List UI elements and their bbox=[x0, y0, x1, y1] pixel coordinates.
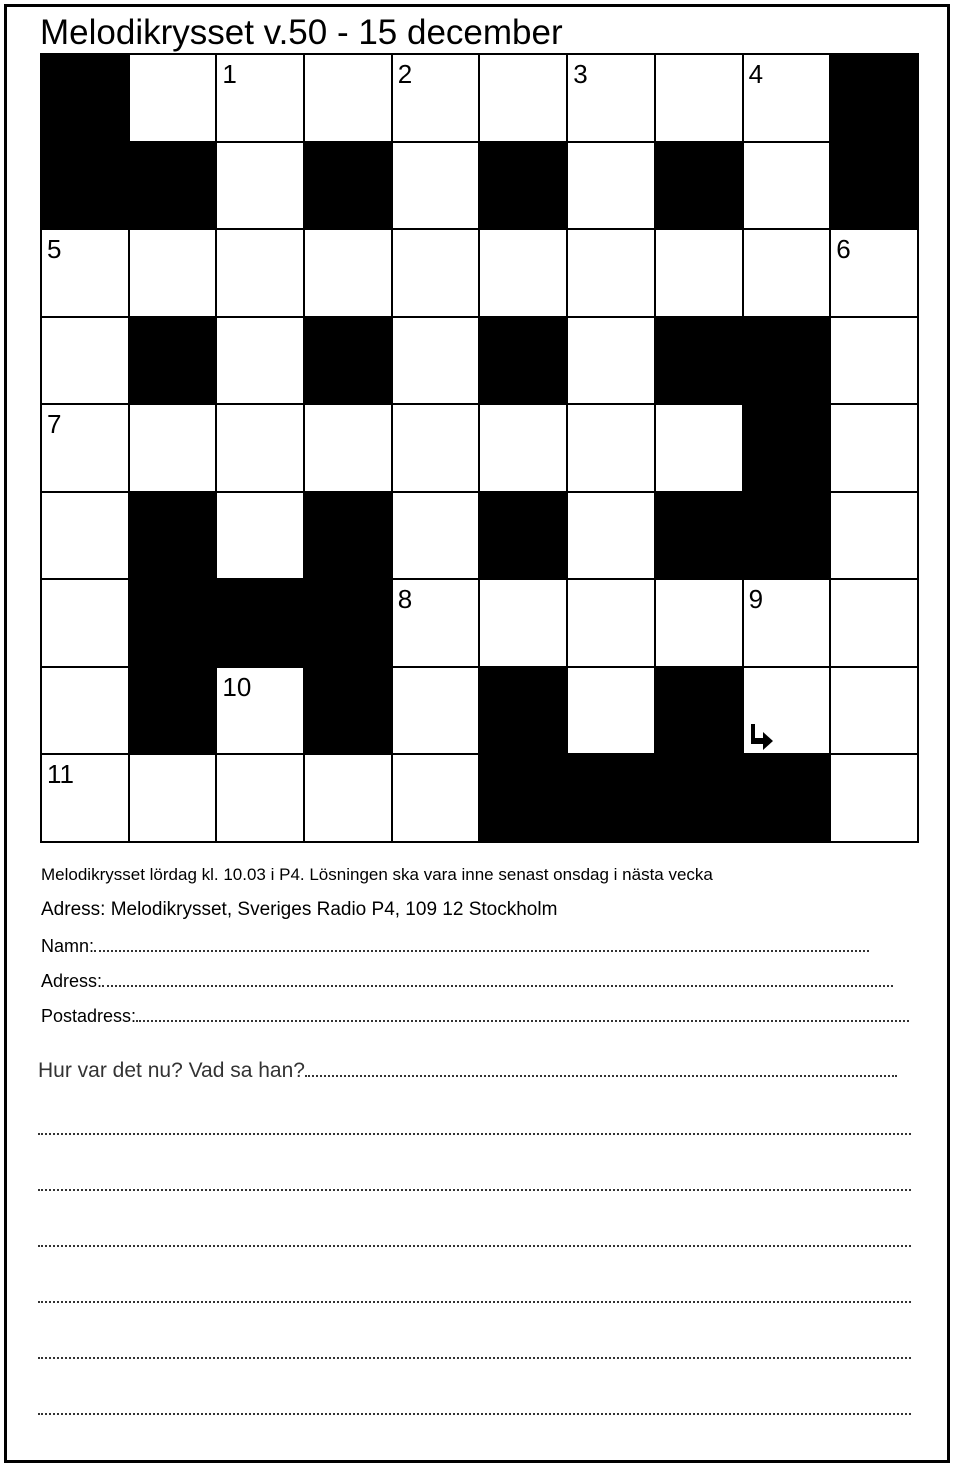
grid-cell[interactable] bbox=[656, 580, 744, 668]
black-cell bbox=[656, 143, 744, 231]
answer-line[interactable] bbox=[38, 1189, 911, 1191]
grid-cell[interactable] bbox=[831, 668, 919, 756]
grid-cell[interactable] bbox=[42, 318, 130, 406]
grid-cell[interactable] bbox=[393, 493, 481, 581]
grid-cell[interactable] bbox=[744, 55, 832, 143]
grid-cell[interactable] bbox=[130, 755, 218, 843]
grid-cell[interactable] bbox=[480, 230, 568, 318]
question-field[interactable] bbox=[38, 1058, 897, 1084]
clue-number: 5 bbox=[47, 234, 62, 265]
grid-cell[interactable] bbox=[744, 230, 832, 318]
grid-cell[interactable] bbox=[305, 55, 393, 143]
black-cell bbox=[831, 143, 919, 231]
clue-number: 8 bbox=[397, 584, 413, 615]
grid-cell[interactable] bbox=[744, 580, 832, 668]
grid-cell[interactable] bbox=[217, 55, 305, 143]
grid-cell[interactable] bbox=[393, 143, 481, 231]
answer-line[interactable] bbox=[38, 1413, 911, 1415]
name-label: Namn: bbox=[41, 936, 95, 956]
grid-cell[interactable] bbox=[217, 318, 305, 406]
black-cell bbox=[130, 580, 218, 668]
black-cell bbox=[744, 405, 832, 493]
instructions-text: Melodikrysset lördag kl. 10.03 i P4. Lösningen ska vara inne senast onsdag i nästa vecka bbox=[41, 865, 713, 884]
grid-cell[interactable] bbox=[656, 230, 744, 318]
grid-cell[interactable] bbox=[393, 318, 481, 406]
black-cell bbox=[42, 55, 130, 143]
black-cell bbox=[656, 668, 744, 756]
grid-cell[interactable] bbox=[42, 230, 130, 318]
grid-cell[interactable] bbox=[42, 755, 130, 843]
black-cell bbox=[656, 755, 744, 843]
address-field[interactable] bbox=[41, 970, 905, 992]
black-cell bbox=[130, 668, 218, 756]
grid-cell[interactable] bbox=[130, 405, 218, 493]
grid-cell[interactable] bbox=[656, 55, 744, 143]
grid-cell[interactable] bbox=[568, 55, 656, 143]
black-cell bbox=[130, 493, 218, 581]
grid-cell[interactable] bbox=[831, 755, 919, 843]
page-title: Melodikrysset v.50 - 15 december bbox=[40, 13, 563, 52]
grid-cell[interactable] bbox=[42, 493, 130, 581]
grid-cell[interactable] bbox=[305, 230, 393, 318]
grid-cell[interactable] bbox=[393, 230, 481, 318]
grid-cell[interactable] bbox=[831, 580, 919, 668]
grid-cell[interactable] bbox=[744, 143, 832, 231]
grid-cell[interactable] bbox=[393, 405, 481, 493]
turn-right-arrow-icon bbox=[748, 722, 776, 750]
black-cell bbox=[480, 493, 568, 581]
grid-cell[interactable] bbox=[831, 405, 919, 493]
clue-number: 2 bbox=[397, 59, 413, 89]
grid-cell[interactable] bbox=[393, 755, 481, 843]
clue-number: 11 bbox=[47, 759, 74, 790]
grid-cell[interactable] bbox=[305, 405, 393, 493]
answer-line[interactable] bbox=[38, 1301, 911, 1303]
grid-cell[interactable] bbox=[217, 230, 305, 318]
clue-number: 10 bbox=[222, 671, 252, 702]
grid-cell[interactable] bbox=[217, 143, 305, 231]
black-cell bbox=[480, 668, 568, 756]
postal-field[interactable] bbox=[41, 1005, 919, 1027]
grid-cell[interactable] bbox=[217, 405, 305, 493]
grid-cell[interactable] bbox=[568, 318, 656, 406]
black-cell bbox=[744, 318, 832, 406]
black-cell bbox=[480, 143, 568, 231]
grid-cell[interactable] bbox=[480, 580, 568, 668]
grid-cell[interactable] bbox=[393, 580, 481, 668]
black-cell bbox=[305, 143, 393, 231]
grid-cell[interactable] bbox=[831, 230, 919, 318]
question-dotline[interactable] bbox=[305, 1075, 897, 1077]
crossword-grid bbox=[40, 53, 919, 843]
grid-cell[interactable] bbox=[568, 668, 656, 756]
question-label: Hur var det nu? Vad sa han? bbox=[38, 1059, 305, 1082]
grid-cell[interactable] bbox=[42, 580, 130, 668]
grid-cell[interactable] bbox=[393, 668, 481, 756]
grid-cell[interactable] bbox=[217, 755, 305, 843]
postal-dotline[interactable] bbox=[136, 1020, 909, 1022]
black-cell bbox=[656, 493, 744, 581]
grid-cell[interactable] bbox=[831, 493, 919, 581]
grid-cell[interactable] bbox=[568, 493, 656, 581]
grid-cell[interactable] bbox=[568, 143, 656, 231]
black-cell bbox=[130, 318, 218, 406]
address-dotline[interactable] bbox=[102, 985, 893, 987]
black-cell bbox=[305, 580, 393, 668]
clue-number: 1 bbox=[222, 59, 237, 89]
answer-line[interactable] bbox=[38, 1133, 911, 1135]
grid-cell[interactable] bbox=[305, 755, 393, 843]
black-cell bbox=[305, 493, 393, 581]
grid-cell[interactable] bbox=[130, 230, 218, 318]
grid-cell[interactable] bbox=[568, 580, 656, 668]
grid-cell[interactable] bbox=[42, 668, 130, 756]
grid-cell[interactable] bbox=[217, 493, 305, 581]
black-cell bbox=[568, 755, 656, 843]
black-cell bbox=[656, 318, 744, 406]
grid-cell[interactable] bbox=[568, 230, 656, 318]
grid-cell[interactable] bbox=[568, 405, 656, 493]
answer-line[interactable] bbox=[38, 1357, 911, 1359]
black-cell bbox=[42, 143, 130, 231]
grid-cell[interactable] bbox=[42, 405, 130, 493]
black-cell bbox=[480, 318, 568, 406]
black-cell bbox=[130, 143, 218, 231]
black-cell bbox=[305, 668, 393, 756]
black-cell bbox=[217, 580, 305, 668]
black-cell bbox=[744, 493, 832, 581]
grid-cell[interactable] bbox=[480, 405, 568, 493]
answer-line[interactable] bbox=[38, 1245, 911, 1247]
clue-number: 7 bbox=[47, 409, 62, 440]
black-cell bbox=[744, 755, 832, 843]
name-dotline[interactable] bbox=[94, 950, 869, 952]
clue-number: 3 bbox=[573, 59, 588, 89]
grid-cell[interactable] bbox=[480, 55, 568, 143]
grid-cell[interactable] bbox=[393, 55, 481, 143]
address-label: Adress: bbox=[41, 971, 103, 991]
grid-cell[interactable] bbox=[130, 55, 218, 143]
black-cell bbox=[480, 755, 568, 843]
clue-number: 6 bbox=[836, 234, 851, 265]
grid-cell[interactable] bbox=[744, 668, 832, 756]
black-cell bbox=[305, 318, 393, 406]
clue-number: 9 bbox=[748, 584, 764, 615]
postal-label: Postadress: bbox=[41, 1006, 137, 1026]
black-cell bbox=[831, 55, 919, 143]
grid-cell[interactable] bbox=[831, 318, 919, 406]
grid-cell[interactable] bbox=[217, 668, 305, 756]
clue-number: 4 bbox=[748, 59, 764, 89]
name-field[interactable] bbox=[41, 935, 905, 957]
grid-cell[interactable] bbox=[656, 405, 744, 493]
address-text: Adress: Melodikrysset, Sveriges Radio P4, 109 12 Stockholm bbox=[41, 899, 558, 920]
